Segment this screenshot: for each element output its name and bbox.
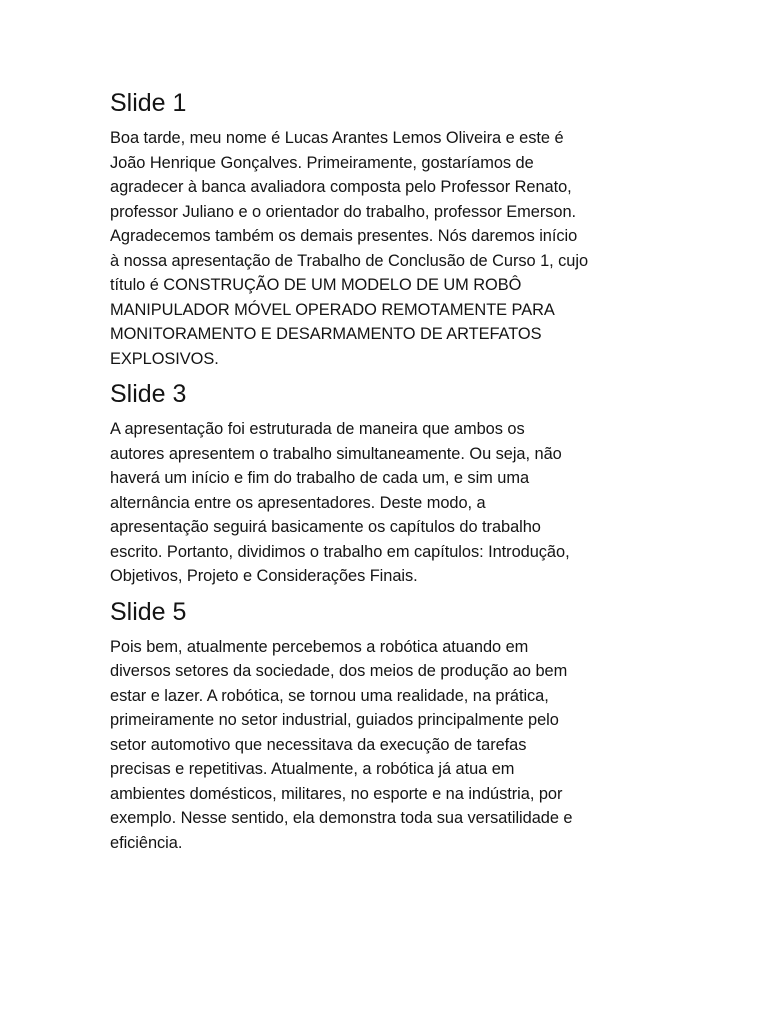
paragraph-line: precisas e repetitivas. Atualmente, a robótica já atua em [110, 760, 515, 778]
section-heading: Slide 3 [110, 380, 187, 408]
paragraph-line: Objetivos, Projeto e Considerações Finais. [110, 567, 418, 585]
section-slide-3 [110, 377, 670, 589]
paragraph-line: João Henrique Gonçalves. Primeiramente, gostaríamos de [110, 153, 534, 172]
paragraph-line: MONITORAMENTO E DESARMAMENTO DE ARTEFATOS [110, 325, 542, 343]
paragraph-line: haverá um início e fim do trabalho de cada um, e sim uma [110, 469, 530, 487]
paragraph-line: apresentação seguirá basicamente os capítulos do trabalho [110, 518, 541, 536]
paragraph-line: ambientes domésticos, militares, no esporte e na indústria, por [110, 784, 563, 803]
section-paragraph [110, 635, 670, 856]
paragraph-line: eficiência. [110, 833, 183, 852]
document-content [110, 86, 670, 861]
section-slide-1 [110, 86, 670, 371]
paragraph-line: autores apresentem o trabalho simultaneamente. Ou seja, não [110, 444, 562, 463]
paragraph-line: agradecer à banca avaliadora composta pelo Professor Renato, [110, 178, 572, 196]
paragraph-line: estar e lazer. A robótica, se tornou uma realidade, na prática, [110, 686, 549, 705]
paragraph-line: primeiramente no setor industrial, guiados principalmente pelo [110, 711, 559, 729]
paragraph-line: escrito. Portanto, dividimos o trabalho em capítulos: Introdução, [110, 542, 570, 561]
paragraph-line: professor Juliano e o orientador do trabalho, professor Emerson. [110, 202, 577, 221]
section-paragraph [110, 126, 670, 371]
paragraph-line: Agradecemos também os demais presentes. Nós daremos início [110, 227, 578, 245]
paragraph-line: título é CONSTRUÇÃO DE UM MODELO DE UM ROBÔ [110, 276, 522, 294]
paragraph-line: Pois bem, atualmente percebemos a robótica atuando em [110, 637, 529, 656]
section-slide-5 [110, 595, 670, 856]
paragraph-line: exemplo. Nesse sentido, ela demonstra toda sua versatilidade e [110, 809, 573, 827]
section-heading: Slide 1 [110, 89, 187, 117]
paragraph-line: diversos setores da sociedade, dos meios de produção ao bem [110, 662, 568, 680]
paragraph-line: EXPLOSIVOS. [110, 349, 219, 368]
paragraph-line: Boa tarde, meu nome é Lucas Arantes Lemos Oliveira e este é [110, 129, 564, 147]
paragraph-line: à nossa apresentação de Trabalho de Conclusão de Curso 1, cujo [110, 251, 589, 270]
section-paragraph [110, 417, 670, 589]
paragraph-line: alternância entre os apresentadores. Deste modo, a [110, 493, 486, 512]
section-heading: Slide 5 [110, 597, 187, 626]
paragraph-line: MANIPULADOR MÓVEL OPERADO REMOTAMENTE PARA [110, 300, 555, 319]
paragraph-line: setor automotivo que necessitava da execução de tarefas [110, 735, 527, 754]
paragraph-line: A apresentação foi estruturada de maneira que ambos os [110, 420, 525, 438]
